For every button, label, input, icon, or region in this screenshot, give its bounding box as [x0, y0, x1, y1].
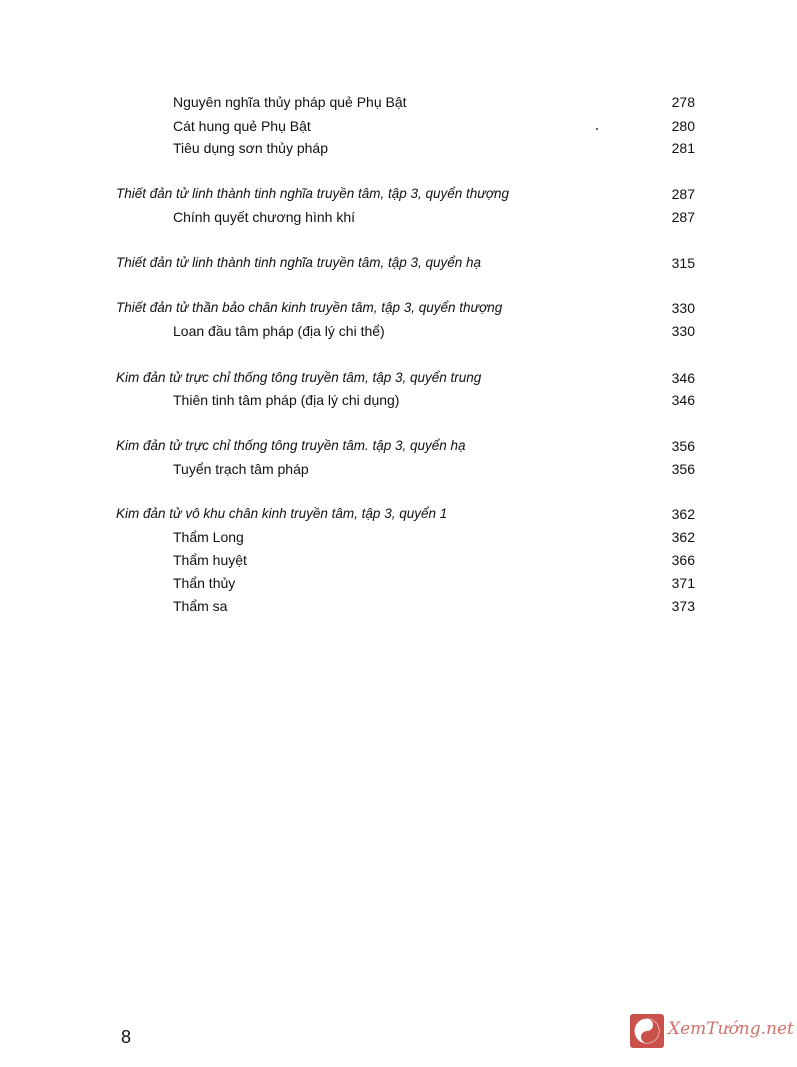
toc-section-heading: [0, 252, 797, 274]
toc-entry-title: Thiết đản tử linh thành tinh nghĩa truyền tâm, tập 3, quyển thượng: [116, 186, 510, 201]
toc-section-heading: [0, 503, 797, 525]
toc-entry: [0, 526, 797, 548]
page-number: 8: [121, 1027, 132, 1047]
toc-entry: [0, 137, 797, 159]
toc-entry-page: 362: [671, 529, 695, 545]
watermark: [630, 1014, 794, 1050]
toc-entry-title: Cát hung quẻ Phụ Bật: [173, 118, 311, 134]
toc-entry-page: 280: [671, 118, 695, 134]
toc-entry: [0, 91, 797, 113]
toc-entry-page: 362: [671, 506, 695, 522]
yin-yang-icon: [634, 1018, 660, 1044]
toc-entry: [0, 115, 797, 137]
toc-entry-title: Tiêu dụng sơn thủy pháp: [173, 140, 328, 156]
toc-entry: [0, 595, 797, 617]
toc-entry-page: 346: [671, 370, 695, 386]
toc-entry: [0, 458, 797, 480]
scan-speck: [596, 128, 598, 130]
toc-entry-page: 373: [671, 598, 695, 614]
toc-entry-page: 356: [671, 438, 695, 454]
toc-entry-page: 330: [671, 300, 695, 316]
toc-entry-page: 278: [671, 94, 695, 110]
toc-entry-title: Thẩm Long: [173, 529, 244, 545]
toc-entry-title: Kim đản tử trực chỉ thống tông truyền tâm, tập 3, quyển trung: [116, 370, 482, 385]
toc-entry: [0, 320, 797, 342]
toc-section-heading: [0, 183, 797, 205]
toc-entry-title: Thẩm huyệt: [173, 552, 247, 568]
toc-entry-page: 287: [671, 209, 695, 225]
toc-entry-title: Tuyển trạch tâm pháp: [173, 461, 309, 477]
watermark-text: XemTướng.net: [668, 1019, 794, 1039]
watermark-logo: [630, 1014, 664, 1048]
toc-entry-page: 330: [671, 323, 695, 339]
toc-entry-title: Thẩm sa: [173, 598, 228, 614]
toc-entry: [0, 572, 797, 594]
toc-entry-page: 346: [671, 392, 695, 408]
toc-entry-page: 371: [671, 575, 695, 591]
toc-entry-title: Thiên tinh tâm pháp (địa lý chi dụng): [173, 392, 400, 408]
toc-entry-page: 356: [671, 461, 695, 477]
toc-entry: [0, 549, 797, 571]
toc-entry-page: 287: [671, 186, 695, 202]
toc-section-heading: [0, 297, 797, 319]
toc-section-heading: [0, 367, 797, 389]
toc-entry-title: Chính quyết chương hình khí: [173, 209, 355, 225]
toc-section-heading: [0, 435, 797, 457]
toc-entry-title: Nguyên nghĩa thủy pháp quẻ Phụ Bật: [173, 94, 407, 110]
toc-entry-title: Thẩn thủy: [173, 575, 236, 591]
toc-entry-title: Kim đản tử trực chỉ thống tông truyền tâm. tập 3, quyển hạ: [116, 438, 466, 453]
toc-entry-title: Loan đầu tâm pháp (địa lý chi thể): [173, 323, 385, 339]
toc-entry-title: Kim đản tử vô khu chân kinh truyền tâm, tập 3, quyển 1: [116, 506, 448, 521]
toc-entry: [0, 206, 797, 228]
toc-entry-title: Thiết đản tử thần bảo chân kinh truyền tâm, tập 3, quyển thượng: [116, 300, 503, 315]
toc-entry-page: 281: [671, 140, 695, 156]
toc-entry-page: 315: [671, 255, 695, 271]
toc-entry-page: 366: [671, 552, 695, 568]
toc-entry: [0, 389, 797, 411]
toc-entry-title: Thiết đản tử linh thành tinh nghĩa truyền tâm, tập 3, quyển hạ: [116, 255, 482, 270]
